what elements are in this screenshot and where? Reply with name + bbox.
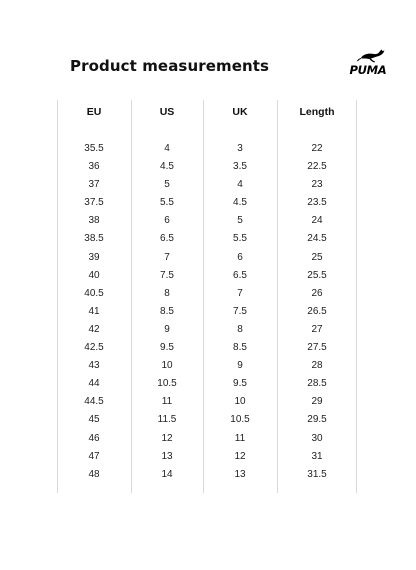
cell-eu: 42.5	[84, 342, 104, 354]
cell-eu: 47	[88, 450, 100, 462]
cell-length: 22	[311, 143, 323, 154]
cell-eu: 37.5	[84, 197, 104, 209]
table-row	[57, 177, 357, 195]
cell-length: 26	[311, 287, 323, 299]
cell-length: 31.5	[307, 468, 327, 480]
cell-eu: 38.5	[84, 233, 104, 245]
cell-uk: 3	[237, 143, 243, 154]
table-row	[57, 358, 357, 376]
brand-wordmark: PUMA	[349, 63, 387, 76]
cell-length: 30	[311, 432, 323, 444]
cell-eu: 46	[88, 432, 100, 444]
puma-logo-icon	[349, 46, 387, 76]
cell-us: 7	[164, 251, 170, 263]
cell-eu: 43	[88, 360, 100, 372]
table-row	[57, 431, 357, 449]
cell-us: 7.5	[160, 269, 174, 281]
cell-uk: 10	[234, 396, 246, 408]
cell-uk: 4	[237, 179, 243, 191]
cell-us: 10	[161, 360, 173, 372]
cell-us: 4	[164, 143, 170, 154]
cell-eu: 41	[88, 305, 100, 317]
cell-length: 29	[311, 396, 323, 408]
cell-uk: 4.5	[233, 197, 247, 209]
cell-eu: 37	[88, 179, 100, 191]
cell-eu: 45	[88, 414, 100, 426]
cell-uk: 9.5	[233, 378, 247, 390]
cell-length: 29.5	[307, 414, 327, 426]
cell-us: 9.5	[160, 342, 174, 354]
cell-uk: 6	[237, 251, 243, 263]
cell-uk: 13	[234, 468, 246, 480]
cell-eu: 48	[88, 468, 100, 480]
cell-us: 14	[161, 468, 173, 480]
cell-eu: 39	[88, 251, 100, 263]
cell-length: 28.5	[307, 378, 327, 390]
cell-eu: 44.5	[84, 396, 104, 408]
cell-us: 10.5	[157, 378, 177, 390]
table-row	[57, 449, 357, 467]
cell-us: 8	[164, 287, 170, 299]
cell-length: 25	[311, 251, 323, 263]
cell-eu: 44	[88, 378, 100, 390]
table-row	[57, 340, 357, 358]
page-title: Product measurements	[70, 57, 270, 75]
table-row	[57, 195, 357, 213]
cell-eu: 40.5	[84, 287, 104, 299]
table-row	[57, 322, 357, 340]
cell-length: 31	[311, 450, 323, 462]
cell-length: 23.5	[307, 197, 327, 209]
cell-length: 24.5	[307, 233, 327, 245]
cell-us: 11.5	[157, 414, 177, 426]
cell-uk: 7.5	[233, 305, 247, 317]
cell-eu: 36	[88, 161, 100, 173]
cell-eu: 40	[88, 269, 100, 281]
cell-us: 13	[161, 450, 173, 462]
cell-length: 26.5	[307, 305, 327, 317]
header-length: Length	[299, 106, 335, 118]
table-row	[57, 467, 357, 485]
cell-uk: 8.5	[233, 342, 247, 354]
cell-uk: 10.5	[230, 414, 250, 426]
table-row	[57, 376, 357, 394]
cell-us: 5	[164, 179, 170, 191]
table-row	[57, 250, 357, 268]
cell-length: 23	[311, 179, 323, 191]
table-body	[57, 141, 357, 485]
cell-us: 11	[161, 396, 173, 408]
cell-us: 6	[164, 215, 170, 227]
cell-eu: 42	[88, 323, 100, 335]
cell-us: 12	[161, 432, 173, 444]
table-row	[57, 394, 357, 412]
cell-uk: 12	[234, 450, 246, 462]
table-row	[57, 268, 357, 286]
cell-length: 27.5	[307, 342, 327, 354]
table-header-row	[57, 106, 357, 122]
table-row	[57, 412, 357, 430]
table-row	[57, 304, 357, 322]
cell-uk: 9	[237, 360, 243, 372]
cell-us: 8.5	[160, 305, 174, 317]
cell-uk: 11	[234, 432, 246, 444]
cell-uk: 3.5	[233, 161, 247, 173]
header-eu: EU	[86, 106, 102, 118]
cell-uk: 6.5	[233, 269, 247, 281]
cell-length: 24	[311, 215, 323, 227]
table-row	[57, 231, 357, 249]
cell-us: 4.5	[160, 161, 174, 173]
cell-us: 9	[164, 323, 170, 335]
cell-us: 5.5	[160, 197, 174, 209]
cell-us: 6.5	[160, 233, 174, 245]
cell-length: 22.5	[307, 161, 327, 173]
cell-uk: 5	[237, 215, 243, 227]
cell-uk: 7	[237, 287, 243, 299]
cell-length: 28	[311, 360, 323, 372]
table-row	[57, 286, 357, 304]
table-row	[57, 213, 357, 231]
cell-uk: 5.5	[233, 233, 247, 245]
header-uk: UK	[232, 106, 248, 118]
table-row	[57, 159, 357, 177]
cell-length: 25.5	[307, 269, 327, 281]
cell-eu: 38	[88, 215, 100, 227]
size-table	[57, 100, 357, 493]
cell-eu: 35.5	[84, 143, 104, 154]
header-us: US	[159, 106, 175, 118]
table-row	[57, 141, 357, 159]
cell-length: 27	[311, 323, 323, 335]
cell-uk: 8	[237, 323, 243, 335]
